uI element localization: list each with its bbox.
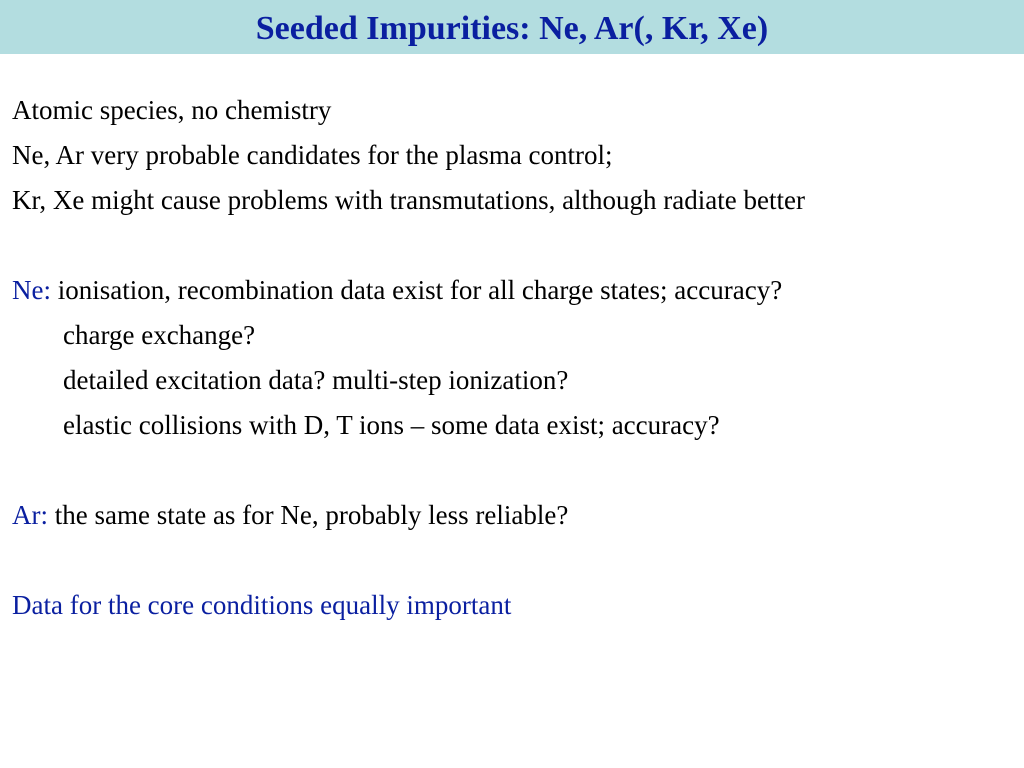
spacer (12, 448, 1020, 493)
slide-body (12, 88, 1020, 628)
ar-line (12, 493, 1020, 538)
conclusion-line: Data for the core conditions equally important (12, 590, 512, 620)
spacer (12, 538, 1020, 583)
intro-line: Kr, Xe might cause problems with transmutations, although radiate better (12, 185, 805, 215)
slide-title: Seeded Impurities: Ne, Ar(, Kr, Xe) (255, 10, 769, 47)
ne-subitem: charge exchange? (63, 320, 256, 350)
ne-label: Ne: (12, 275, 51, 305)
ne-line (12, 268, 1020, 313)
intro-line: Atomic species, no chemistry (12, 95, 332, 125)
spacer (12, 223, 1020, 268)
ne-subitem: detailed excitation data? multi-step ionization? (63, 365, 569, 395)
ar-label: Ar: (12, 500, 48, 530)
ne-subitem: elastic collisions with D, T ions – some data exist; accuracy? (63, 410, 720, 440)
ar-text: the same state as for Ne, probably less reliable? (48, 500, 569, 530)
intro-line: Ne, Ar very probable candidates for the plasma control; (12, 140, 613, 170)
ne-text: ionisation, recombination data exist for all charge states; accuracy? (50, 275, 783, 305)
